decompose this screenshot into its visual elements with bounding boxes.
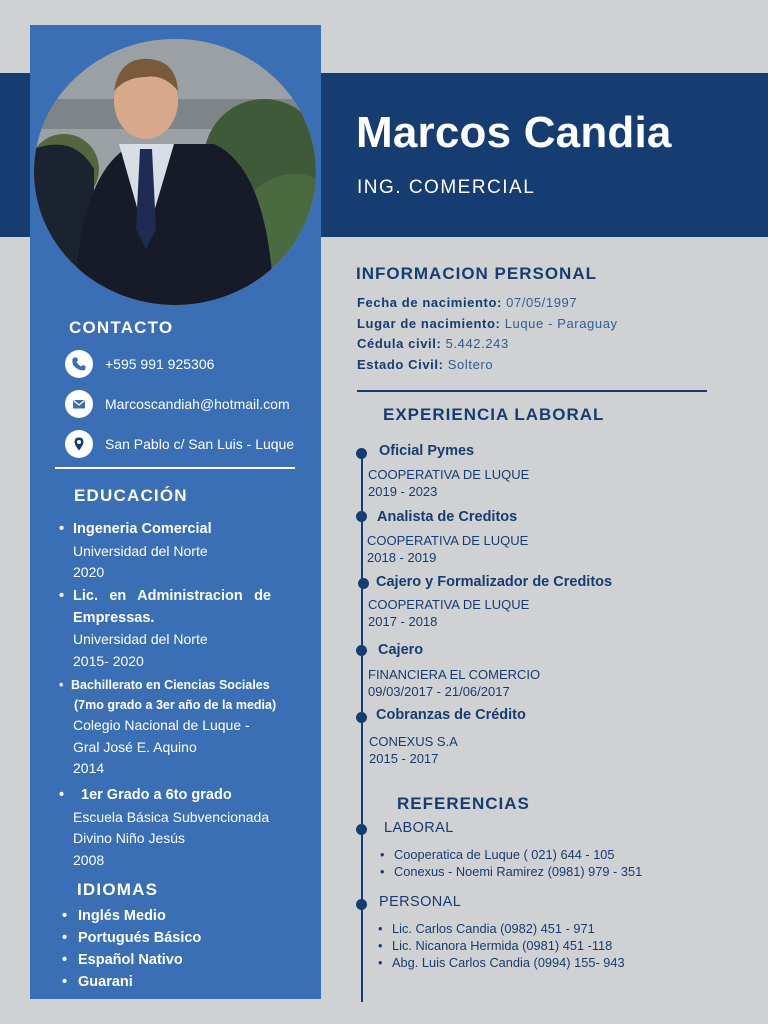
location-icon (65, 430, 93, 458)
sidebar-divider (55, 467, 295, 469)
language-item: • Guarani (58, 971, 201, 993)
timeline-dot (356, 712, 367, 723)
contact-email (65, 390, 290, 418)
education-title: • Ingeneria Comercial (55, 519, 285, 541)
birthdate-label: Fecha de nacimiento: (357, 295, 502, 310)
references-laboral-list (378, 846, 642, 880)
job-company-name: COOPERATIVA DE LUQUE (368, 597, 530, 612)
language-item: • Inglés Medio (58, 905, 201, 927)
birthdate-row (357, 293, 618, 314)
id-value: 5.442.243 (445, 336, 509, 351)
job-company (369, 733, 458, 767)
job-dates: 2019 - 2023 (368, 484, 438, 499)
languages-list (58, 905, 201, 993)
education-school: Universidad del Norte (73, 542, 208, 559)
education-school-line2: Gral José E. Aquino (73, 738, 197, 755)
phone-text[interactable]: +595 991 925306 (105, 356, 215, 372)
education-item (55, 519, 285, 584)
references-laboral-label: LABORAL (384, 820, 454, 836)
timeline-dot (356, 645, 367, 656)
timeline-line (361, 452, 363, 1002)
address-text: San Pablo c/ San Luis - Luque (105, 436, 295, 452)
contact-phone (65, 350, 214, 378)
languages-heading: IDIOMAS (77, 880, 159, 899)
education-item (55, 586, 271, 672)
education-school: Colegio Nacional de Luque - (73, 717, 250, 733)
civil-status-value: Soltero (447, 356, 494, 372)
reference-item: • Lic. Carlos Candia (0982) 451 - 971 (376, 920, 625, 937)
education-title: • 1er Grado a 6to grado (55, 785, 285, 807)
reference-item: • Conexus - Noemi Ramirez (0981) 979 - 351 (378, 863, 642, 880)
job-company-name: COOPERATIVA DE LUQUE (368, 467, 530, 482)
education-heading: EDUCACIÓN (74, 486, 188, 505)
job-title: Cobranzas de Crédito (376, 707, 526, 723)
birthplace-row (357, 314, 618, 335)
job-company-name: FINANCIERA EL COMERCIO (368, 667, 541, 682)
language-item: • Portugués Básico (58, 927, 201, 949)
job-dates: 2018 - 2019 (367, 550, 437, 565)
phone-icon (65, 350, 93, 378)
education-item (55, 785, 285, 871)
references-personal-label: PERSONAL (379, 894, 462, 910)
timeline-dot (358, 578, 369, 589)
education-year: 2014 (73, 760, 105, 776)
email-text[interactable]: Marcoscandiah@hotmail.com (105, 396, 290, 412)
candidate-name: Marcos Candia (356, 108, 672, 157)
timeline-dot (356, 448, 367, 459)
education-school: Escuela Básica Subvencionada (73, 808, 270, 825)
job-company (367, 532, 528, 566)
contact-heading: CONTACTO (69, 318, 174, 337)
personal-info-heading: INFORMACION PERSONAL (356, 264, 597, 283)
mail-icon (65, 390, 93, 418)
job-title: Oficial Pymes (379, 443, 475, 459)
candidate-role: ING. COMERCIAL (357, 177, 536, 198)
civil-status-label: Estado Civil: (357, 356, 444, 372)
job-dates: 2017 - 2018 (368, 614, 438, 629)
reference-item: • Cooperatica de Luque ( 021) 644 - 105 (378, 846, 642, 863)
job-company (368, 466, 529, 500)
education-title (55, 586, 271, 629)
education-school: Universidad del Norte (73, 631, 208, 647)
id-label: Cédula civil: (357, 336, 442, 351)
job-company-name: COOPERATIVA DE LUQUE (367, 533, 529, 548)
references-heading: REFERENCIAS (397, 794, 530, 813)
education-item (55, 675, 285, 780)
job-title: Analista de Creditos (377, 509, 518, 525)
language-item: • Español Nativo (58, 949, 201, 971)
timeline-dot (356, 511, 367, 522)
job-company-name: CONEXUS S.A (369, 734, 458, 749)
job-title: Cajero y Formalizador de Creditos (376, 574, 613, 590)
job-dates: 09/03/2017 - 21/06/2017 (368, 684, 510, 699)
education-school-line2: Divino Niño Jesús (73, 830, 186, 846)
job-company (368, 666, 540, 700)
contact-address (65, 430, 294, 458)
education-year: 2015- 2020 (73, 652, 144, 669)
job-company (368, 596, 529, 630)
education-title-detail: (7mo grado a 3er año de la media) (74, 698, 277, 712)
reference-item: • Lic. Nicanora Hermida (0981) 451 -118 (376, 937, 625, 954)
profile-photo (34, 39, 316, 305)
reference-item: • Abg. Luis Carlos Candia (0994) 155- 943 (376, 954, 625, 971)
education-title: • Bachillerato en Ciencias Sociales (55, 675, 285, 695)
education-year: 2020 (73, 564, 105, 580)
timeline-dot (356, 824, 367, 835)
birthplace-label: Lugar de nacimiento: (357, 315, 501, 331)
experience-heading: EXPERIENCIA LABORAL (383, 405, 605, 424)
id-row (357, 334, 618, 355)
civil-status-row (357, 355, 618, 376)
education-year: 2008 (73, 851, 105, 868)
section-divider (357, 390, 707, 392)
references-personal-list (376, 920, 625, 971)
birthdate-value: 07/05/1997 (506, 295, 578, 310)
job-title: Cajero (378, 642, 424, 658)
birthplace-value: Luque - Paraguay (504, 315, 618, 331)
personal-info (357, 293, 618, 375)
education-title-text: Lic. en Administracion de Empressas. (73, 588, 271, 626)
timeline-dot (356, 899, 367, 910)
job-dates: 2015 - 2017 (369, 751, 439, 766)
